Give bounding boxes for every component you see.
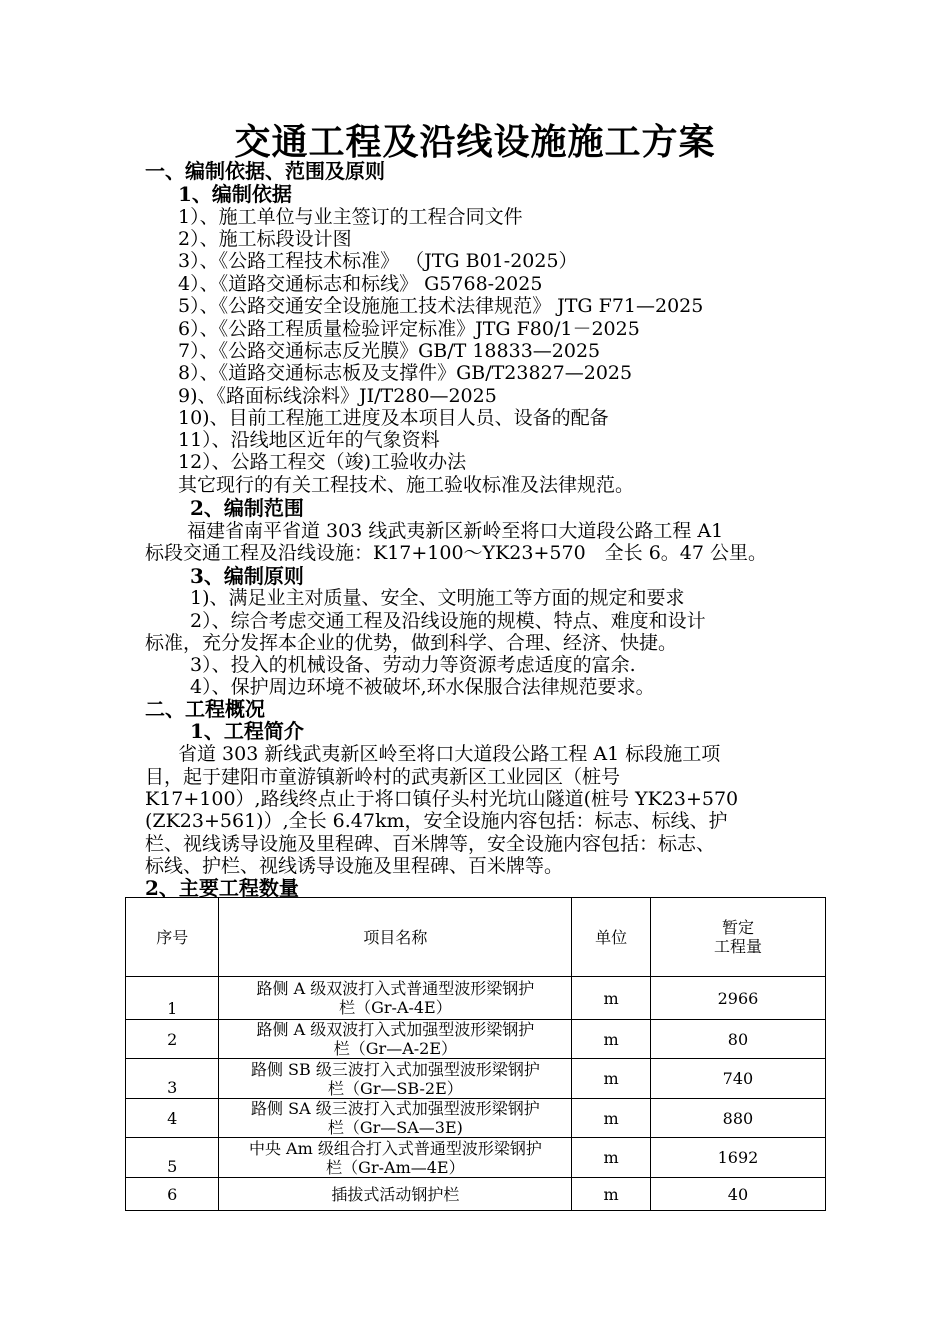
- item-name-line1: 中央 Am 级组合打入式普通型波形梁钢护: [248, 1138, 542, 1158]
- row-item-name: [219, 1099, 572, 1138]
- table-header-row: [126, 898, 826, 977]
- overview-line: K17+100）,路线终点止于将口镇仔头村光坑山隧道(桩号 YK23+570: [145, 788, 739, 810]
- header-item-name: 项目名称: [219, 898, 572, 977]
- item-name-line1: 路侧 SB 级三波打入式加强型波形梁钢护: [250, 1059, 540, 1079]
- row-seq: 2: [126, 1020, 219, 1059]
- subsection-heading: 2、编制范围: [190, 496, 304, 520]
- item-name-line1: 路侧 A 级双波打入式加强型波形梁钢护: [256, 1020, 535, 1039]
- row-item-name: [219, 1020, 572, 1059]
- table-row: [126, 1099, 826, 1138]
- basis-item: 3）、《公路工程技术标准》 （JTG B01-2025）: [178, 250, 578, 272]
- table-row: [126, 1138, 826, 1178]
- item-name-line2: 栏（Gr—SA—3E): [327, 1118, 463, 1137]
- principle-line: 3）、投入的机械设备、劳动力等资源考虑适度的富余.: [190, 654, 636, 676]
- row-seq: 3: [126, 1059, 219, 1099]
- overview-line: 标线、护栏、视线诱导设施及里程碑、百米牌等。: [145, 855, 564, 877]
- row-item-name: [219, 1059, 572, 1099]
- row-unit: m: [572, 1020, 651, 1059]
- item-name-line2: 栏（Gr-Am—4E）: [326, 1157, 465, 1177]
- header-quantity-line2: 工程量: [713, 937, 762, 956]
- row-seq: 5: [126, 1138, 219, 1178]
- row-quantity: 1692: [650, 1138, 825, 1178]
- principle-line: 4）、保护周边环境不被破坏,环水保服合法律规范要求。: [190, 676, 655, 698]
- table-row: [126, 977, 826, 1020]
- table-row: [126, 1020, 826, 1059]
- basis-item: 1）、施工单位与业主签订的工程合同文件: [178, 206, 523, 228]
- basis-item: 4）、《道路交通标志和标线》 G5768-2025: [178, 273, 543, 295]
- header-quantity: [650, 898, 825, 977]
- row-unit: m: [572, 1138, 651, 1178]
- item-name-line2: 栏（Gr-A-4E）: [339, 998, 452, 1017]
- row-quantity: 40: [650, 1178, 825, 1211]
- overview-line: 省道 303 新线武夷新区岭至将口大道段公路工程 A1 标段施工项: [178, 743, 721, 765]
- table-row: [126, 1178, 826, 1211]
- basis-item: 9)、《路面标线涂料》JI/T280—2025: [178, 385, 497, 407]
- item-name-line1: 路侧 SA 级三波打入式加强型波形梁钢护: [251, 1099, 540, 1118]
- row-quantity: 740: [650, 1059, 825, 1099]
- principle-line: 标准，充分发挥本企业的优势，做到科学、合理、经济、快捷。: [145, 632, 678, 654]
- row-unit: m: [572, 1099, 651, 1138]
- header-unit: 单位: [572, 898, 651, 977]
- section-heading: 一、编制依据、范围及原则: [145, 159, 385, 183]
- row-item-name: [219, 977, 572, 1020]
- basis-item: 12）、公路工程交（竣)工验收办法: [178, 451, 467, 473]
- header-seq: 序号: [126, 898, 219, 977]
- overview-line: (ZK23+561)）,全长 6.47km，安全设施内容包括：标志、标线、护: [145, 810, 728, 832]
- row-item-name: 插拔式活动钢护栏: [219, 1178, 572, 1211]
- row-item-name: [219, 1138, 572, 1178]
- subsection-heading: 3、编制原则: [190, 564, 304, 588]
- basis-item: 2）、施工标段设计图: [178, 228, 352, 250]
- row-quantity: 880: [650, 1099, 825, 1138]
- header-quantity-line1: 暂定: [721, 918, 754, 937]
- overview-line: 目，起于建阳市童游镇新岭村的武夷新区工业园区（桩号: [145, 766, 621, 788]
- item-name-line2: 栏（Gr—SB-2E）: [328, 1078, 463, 1098]
- item-name-line2: 栏（Gr—A-2E）: [333, 1039, 458, 1058]
- item-name-line1: 路侧 A 级双波打入式普通型波形梁钢护: [256, 979, 535, 998]
- principle-line: 1)、满足业主对质量、安全、文明施工等方面的规定和要求: [190, 587, 685, 609]
- basis-item: 6）、《公路工程质量检验评定标准》JTG F80/1－2025: [178, 318, 640, 340]
- basis-item: 11）、沿线地区近年的气象资料: [178, 429, 440, 451]
- row-quantity: 2966: [650, 977, 825, 1020]
- subsection-heading: 1、工程简介: [190, 719, 304, 743]
- basis-item: 8）、《道路交通标志板及支撑件》GB/T23827—2025: [178, 362, 633, 384]
- overview-line: 栏、视线诱导设施及里程碑、百米牌等，安全设施内容包括：标志、: [145, 833, 716, 855]
- basis-item: 7）、《公路交通标志反光膜》GB/T 18833—2025: [178, 340, 601, 362]
- row-seq: 1: [126, 977, 219, 1020]
- row-unit: m: [572, 1178, 651, 1211]
- row-seq: 6: [126, 1178, 219, 1211]
- scope-line: 标段交通工程及沿线设施：K17+100～YK23+570 全长 6。47 公里。: [145, 542, 768, 564]
- row-quantity: 80: [650, 1020, 825, 1059]
- basis-item: 10)、目前工程施工进度及本项目人员、设备的配备: [178, 407, 609, 429]
- basis-item: 其它现行的有关工程技术、施工验收标准及法律规范。: [178, 474, 635, 496]
- quantity-table: [125, 897, 826, 1211]
- table-row: [126, 1059, 826, 1099]
- document-title: 交通工程及沿线设施施工方案: [234, 121, 716, 163]
- row-unit: m: [572, 977, 651, 1020]
- scope-line: 福建省南平省道 303 线武夷新区新岭至将口大道段公路工程 A1: [187, 520, 724, 542]
- basis-item: 5）、《公路交通安全设施施工技术法律规范》 JTG F71—2025: [178, 295, 704, 317]
- section-heading: 二、工程概况: [145, 697, 265, 721]
- subsection-heading: 2、主要工程数量: [145, 876, 299, 900]
- row-seq: 4: [126, 1099, 219, 1138]
- principle-line: 2）、综合考虑交通工程及沿线设施的规模、特点、难度和设计: [190, 610, 706, 632]
- subsection-heading: 1、编制依据: [178, 182, 292, 206]
- row-unit: m: [572, 1059, 651, 1099]
